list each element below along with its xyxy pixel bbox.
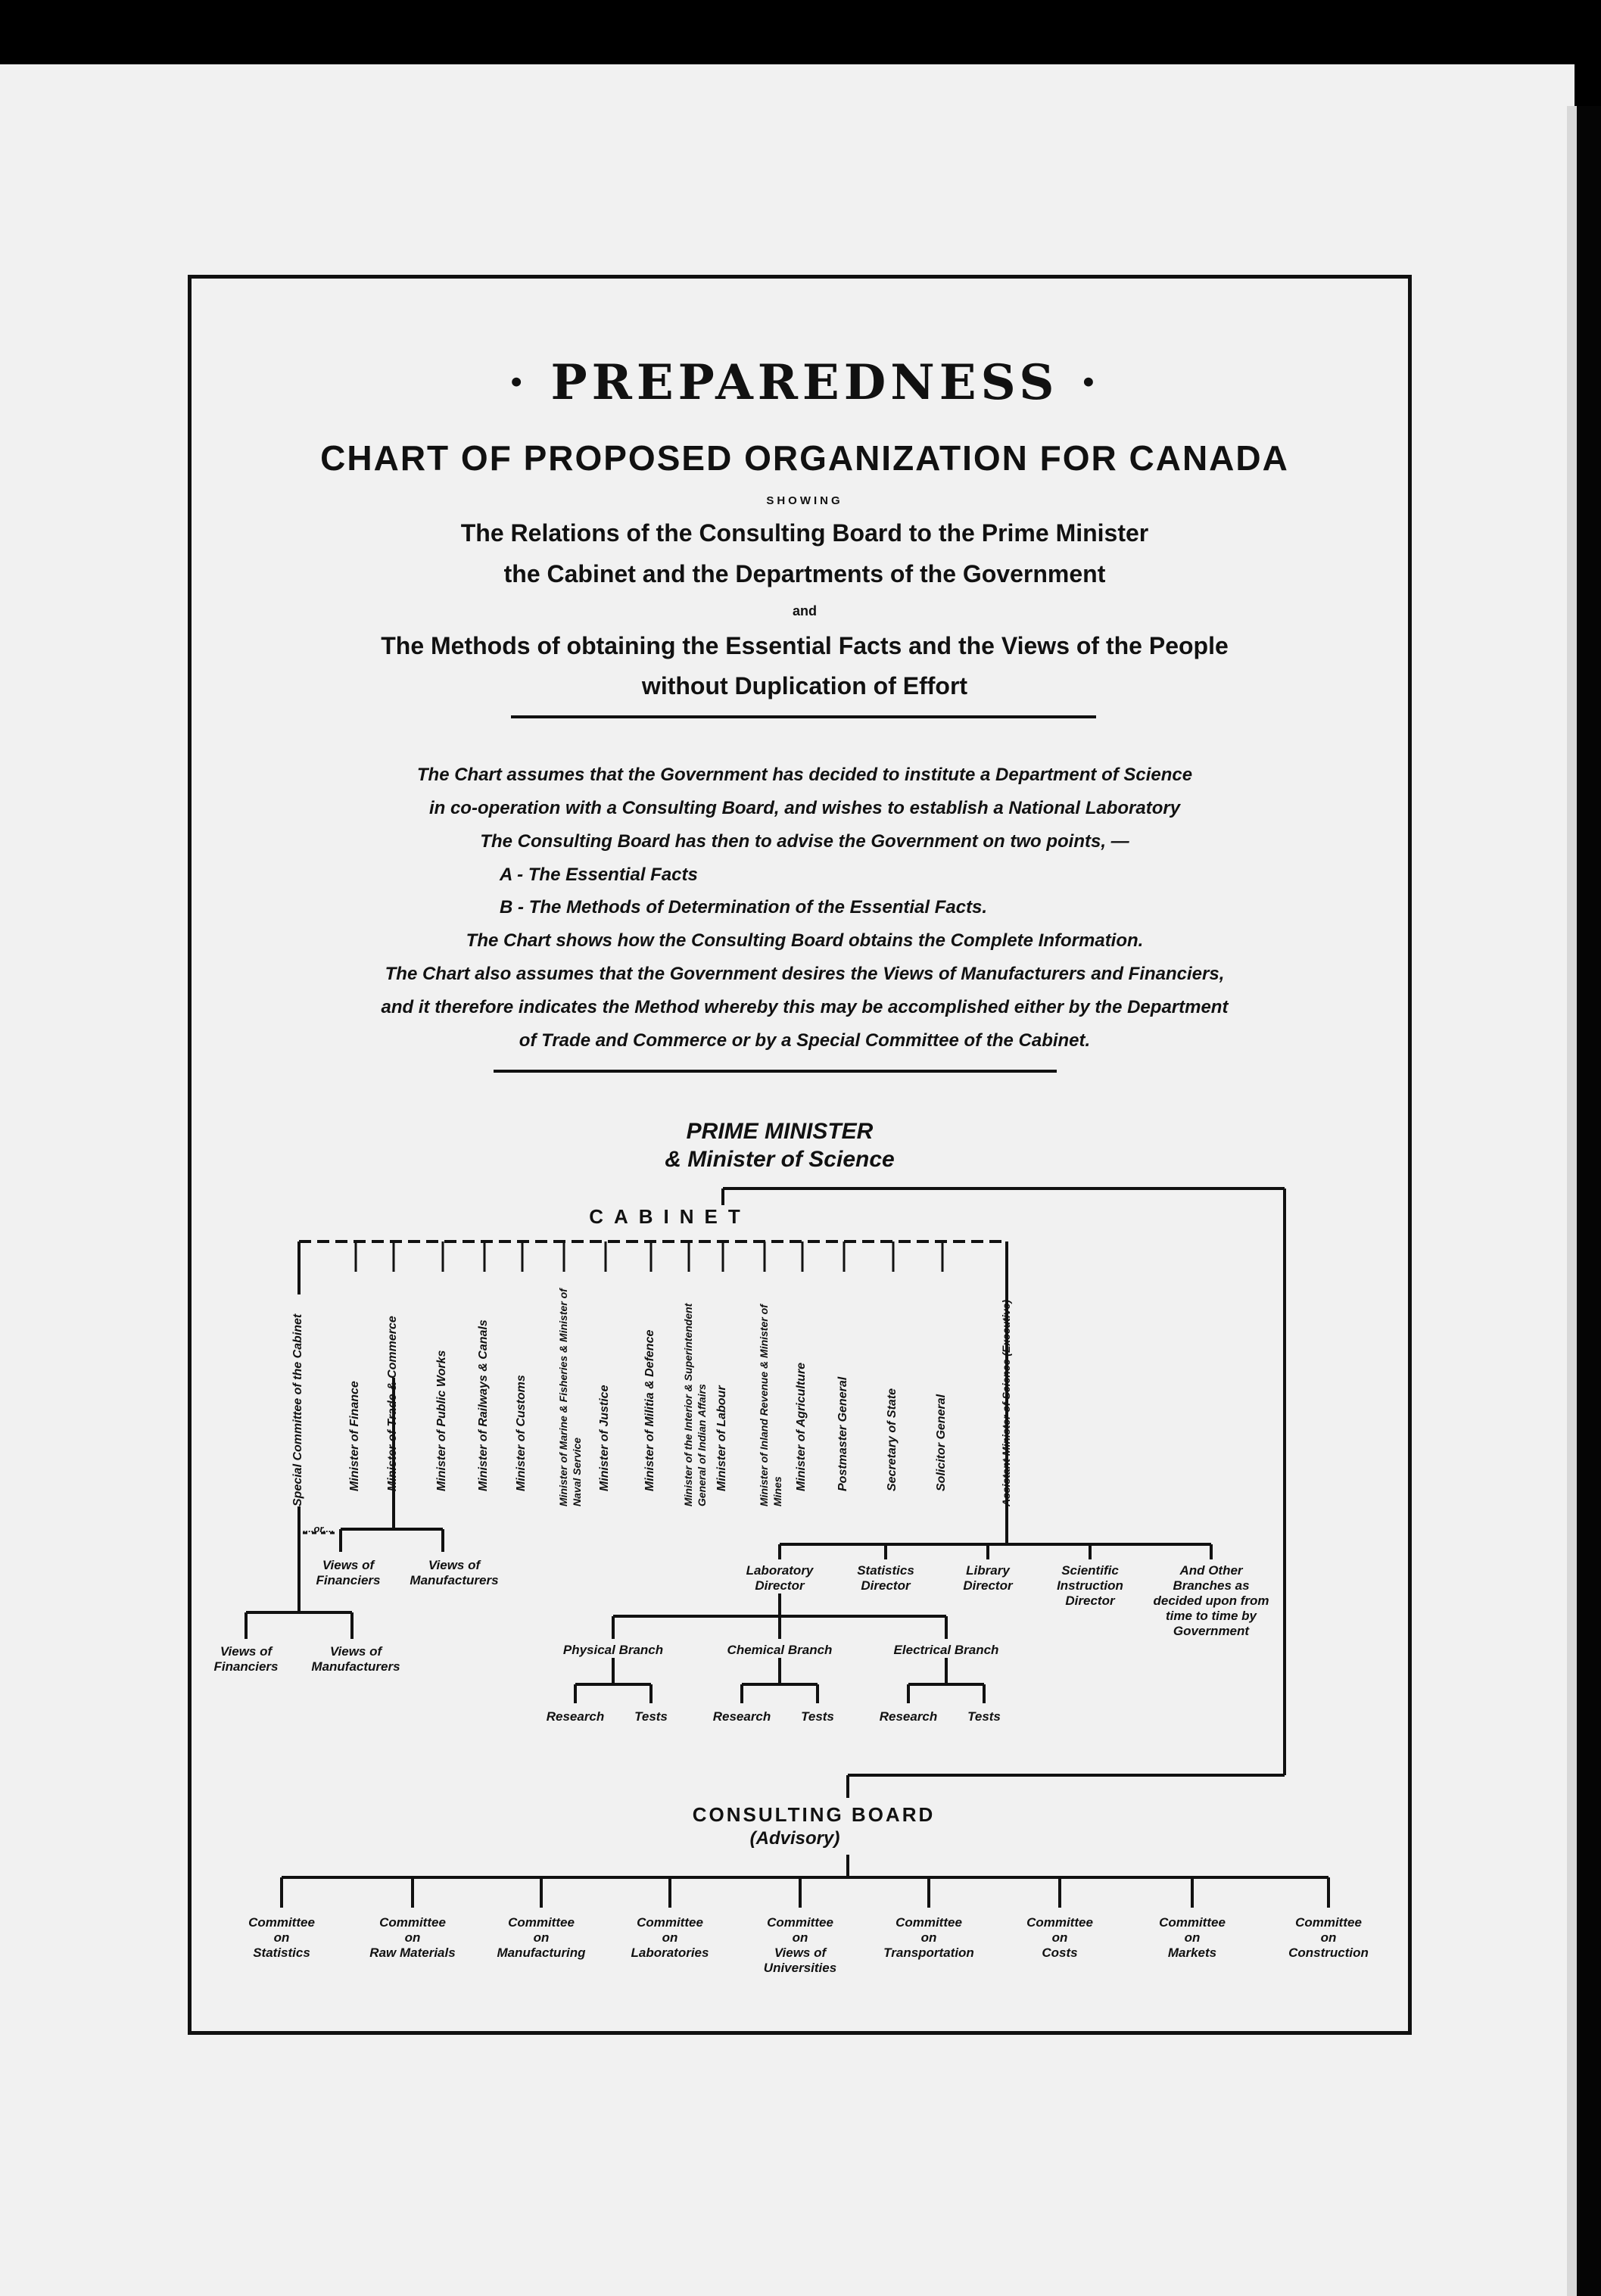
electrical-branch: Electrical Branch [893,1643,999,1657]
committee-node [225,1915,338,1961]
committee-word: Committee [637,1915,703,1930]
scientific-instruction-director: Scientific Instruction Director [1057,1563,1123,1608]
note-line: The Chart shows how the Consulting Board obtains the Complete Information. [466,930,1144,951]
committee-word: Committee [379,1915,446,1930]
prime-minister-label: PRIME MINISTER [686,1119,874,1144]
cabinet-member: Minister of Customs [515,1375,528,1491]
note-line: and it therefore indicates the Method whereby this may be accomplished either by the Department [381,997,1229,1017]
committee-word: Committee [1295,1915,1362,1930]
research-label: Research [879,1709,938,1724]
cabinet-member: Solicitor General [935,1394,948,1491]
views-of-manufacturers: Views of Manufacturers [311,1644,400,1674]
cabinet-member: Minister of Justice [598,1385,611,1491]
cabinet-member: Minister of Finance [348,1381,361,1491]
committee-word: Committee [508,1915,575,1930]
note-point-b: B - The Methods of Determination of the Essential Facts. [500,897,988,917]
cabinet-member: Minister of Marine & Fisheries & Minister of Naval Service [557,1288,583,1506]
cabinet-member: Secretary of State [886,1388,899,1491]
laboratory-director: Laboratory Director [746,1563,814,1593]
consulting-board-label: CONSULTING BOARD [688,1803,940,1827]
title: · PREPAREDNESS · [507,354,1102,411]
committee-node [484,1915,598,1961]
committee-topic: Raw Materials [369,1946,456,1960]
or-label: ....or.... [303,1523,335,1534]
cabinet-member: Minister of Inland Revenue & Minister of Mines [758,1304,783,1506]
on-word: on [1184,1930,1201,1945]
on-word: on [920,1930,937,1945]
on-word: on [1051,1930,1068,1945]
committee-topic: Construction [1288,1946,1369,1960]
and-label: and [792,603,818,618]
committee-topic: Laboratories [631,1946,709,1960]
committee-word: Committee [1159,1915,1226,1930]
committee-word: Committee [1026,1915,1093,1930]
note-point-a: A - The Essential Facts [500,865,698,885]
relations-line-1: The Relations of the Consulting Board to the Prime Minister [460,519,1149,547]
committee-node [1003,1915,1117,1961]
physical-branch: Physical Branch [562,1643,664,1657]
on-word: on [533,1930,550,1945]
cabinet-member: Minister of Public Works [435,1350,448,1491]
subtitle: CHART OF PROPOSED ORGANIZATION FOR CANADA [320,438,1289,478]
committee-topic: Costs [1042,1946,1078,1960]
committee-word: Committee [896,1915,962,1930]
cabinet-member: Minister of Trade & Commerce [386,1316,399,1491]
minister-of-science-label: & Minister of Science [665,1147,895,1172]
cabinet-member: Minister of Agriculture [795,1362,808,1491]
views-of-financiers: Views of Financiers [316,1558,381,1587]
views-of-financiers: Views of Financiers [213,1644,279,1674]
relations-line-2: the Cabinet and the Departments of the Government [503,560,1106,587]
methods-line-1: The Methods of obtaining the Essential Facts and the Views of the People [381,632,1229,659]
other-branches: And Other Branches as decided upon from time to time by Government [1153,1563,1269,1638]
tests-label: Tests [967,1709,1001,1724]
committee-topic: Manufacturing [497,1946,586,1960]
on-word: on [273,1930,290,1945]
on-word: on [662,1930,678,1945]
cabinet-member: Minister of the Interior & Superintendent General of Indian Affairs [682,1303,708,1506]
views-of-manufacturers: Views of Manufacturers [410,1558,499,1587]
chemical-branch: Chemical Branch [727,1643,833,1657]
cabinet-member: Minister of Labour [715,1385,728,1491]
research-label: Research [712,1709,771,1724]
cabinet-member: Assistant Minister of Science (Executive) [1000,1299,1012,1506]
on-word: on [1320,1930,1337,1945]
cabinet-label: CABINET [584,1205,755,1229]
note-line: in co-operation with a Consulting Board, and wishes to establish a National Laboratory [428,798,1181,818]
showing-label: SHOWING [766,494,843,507]
methods-line-2: without Duplication of Effort [641,672,968,699]
cabinet-member: Minister of Militia & Defence [643,1329,656,1491]
committee-topic: Transportation [883,1946,974,1960]
note-line: The Chart assumes that the Government has decided to institute a Department of Science [416,765,1193,785]
cabinet-member: Minister of Railways & Canals [477,1319,490,1491]
committee-word: Committee [767,1915,833,1930]
note-line: The Consulting Board has then to advise the Government on two points, — [480,831,1129,852]
note-line: The Chart also assumes that the Government desires the Views of Manufacturers and Financiers, [385,964,1225,984]
committee-node [613,1915,727,1961]
committee-node [356,1915,469,1961]
committee-node [743,1915,857,1976]
research-label: Research [546,1709,605,1724]
committee-word: Committee [248,1915,315,1930]
on-word: on [792,1930,808,1945]
cabinet-member: Postmaster General [836,1376,849,1491]
committee-node [1135,1915,1249,1961]
library-director: Library Director [963,1563,1013,1593]
committee-topic: Statistics [253,1946,310,1960]
tests-label: Tests [634,1709,668,1724]
tests-label: Tests [801,1709,834,1724]
committee-node [872,1915,986,1961]
cabinet-member: Special Committee of the Cabinet [291,1294,305,1506]
note-line: of Trade and Commerce or by a Special Committee of the Cabinet. [519,1030,1091,1051]
statistics-director: Statistics Director [857,1563,914,1593]
committee-topic: Markets [1167,1946,1217,1960]
on-word: on [404,1930,421,1945]
advisory-label: (Advisory) [749,1828,840,1849]
committee-topic: Views of Universities [763,1946,837,1975]
committee-node [1272,1915,1385,1961]
